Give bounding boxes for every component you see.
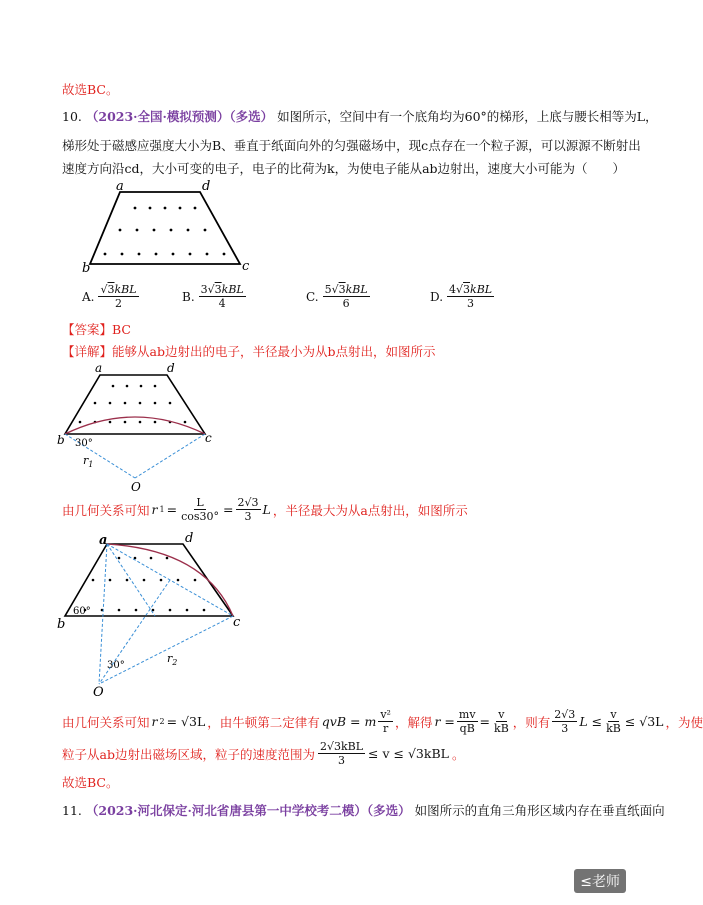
label-b: b <box>57 617 66 632</box>
trapezoid-shape <box>90 192 240 264</box>
option-d[interactable] <box>430 283 494 310</box>
answer-tag: 【答案】 <box>62 322 113 337</box>
label-c: c <box>205 431 212 445</box>
option-c-letter: C. <box>306 289 319 304</box>
label-a: a <box>99 533 108 548</box>
helper-line <box>107 544 155 616</box>
label-d: d <box>167 361 175 375</box>
frac-mv-qB: $\frac{mv}{qB}$ <box>458 708 476 735</box>
option-d-letter: D. <box>430 289 444 304</box>
question-text: 如图所示的直角三角形区域内存在垂直纸面向 <box>414 803 665 818</box>
option-c-value: $\frac{\text{5√3kBL}}{6}$ <box>324 283 368 310</box>
velocity-range-line: 粒子从ab边射出磁场区域，粒子的速度范围为 $\frac{\text{2√3kBL}}{3}$ ≤ v ≤ √3kBL 。 <box>62 740 465 767</box>
frac-range: $\frac{\text{2√3kBL}}{3}$ <box>319 740 364 767</box>
frac-ineq-left: $\frac{2√3}{3}$ <box>554 708 576 735</box>
label-b: b <box>82 261 91 276</box>
max-radius-figure <box>55 530 255 700</box>
detail-tag: 【详解】 <box>62 344 113 359</box>
question-type: （多选） <box>366 803 411 818</box>
radius-line-c <box>135 434 205 478</box>
previous-answer: 故选BC。 <box>62 82 119 97</box>
frac-2root3-3: $\frac{2√3}{3}$ <box>237 496 259 523</box>
label-a: a <box>116 179 124 194</box>
option-a-letter: A. <box>82 289 95 304</box>
label-d: d <box>185 531 194 546</box>
label-O: O <box>93 685 104 700</box>
option-b[interactable] <box>182 283 246 310</box>
radius-label: $r_2$ <box>167 652 178 667</box>
option-a[interactable] <box>82 283 139 310</box>
option-b-value: $\frac{\text{3√3kBL}}{4}$ <box>200 283 244 310</box>
answer-line <box>62 320 131 338</box>
radius-line-a <box>99 544 107 684</box>
trapezoid-figure <box>80 178 260 276</box>
option-b-letter: B. <box>182 289 195 304</box>
option-c[interactable] <box>306 283 370 310</box>
question-text-line3: 速度方向沿cd，大小可变的电子，电子的比荷为k，为使电子能从ab边射出，速度大小可能为（ ） <box>62 161 626 176</box>
option-a-value: $\frac{\text{√3kBL}}{2}$ <box>100 283 137 310</box>
frac-v-kB: $\frac{v}{kB}$ <box>494 708 509 735</box>
question-11-header <box>62 801 665 819</box>
label-a: a <box>95 361 103 375</box>
frac-ineq-mid: $\frac{v}{kB}$ <box>606 708 621 735</box>
frac-L-cos30: $\frac{L}{\cos 30^\circ}$ <box>181 496 220 523</box>
field-dots <box>104 207 226 256</box>
radius-line-c <box>99 616 233 684</box>
question-source: （2023·河北保定·河北省唐县第一中学校考二模） <box>85 803 367 818</box>
label-d: d <box>202 179 211 194</box>
radius-label: $r_1$ <box>83 454 94 469</box>
frac-v2-r: $\frac{\text{v²}}{r}$ <box>380 708 391 735</box>
angle-60-label: 60° <box>73 606 91 617</box>
question-text-line1: 如图所示，空间中有一个底角均为60°的梯形，上底与腰长相等为L， <box>277 109 658 124</box>
label-c: c <box>233 615 241 630</box>
detail-line1: 【详解】能够从ab边射出的电子，半径最小为从b点射出，如图所示 <box>62 344 436 359</box>
angle-label: 30° <box>75 438 93 449</box>
question-source: （2023·全国·模拟预测） <box>85 109 230 124</box>
question-number: 11. <box>62 803 82 818</box>
geometry-line1: 由几何关系可知 r 1 = $\frac{L}{\cos 30^\circ}$ = $\frac{2√3}{3}$ L ，半径最大为从a点射出，如图所示 <box>62 496 468 523</box>
question-10-header <box>62 107 658 125</box>
question-number: 10. <box>62 109 82 124</box>
label-c: c <box>242 259 250 274</box>
angle-30-label: 30° <box>107 660 125 671</box>
question-text-line2: 梯形处于磁感应强度大小为B、垂直于纸面向外的匀强磁场中，现c点存在一个粒子源，可以源源不断射出 <box>62 138 641 153</box>
final-answer: 故选BC。 <box>62 775 119 790</box>
min-radius-figure <box>55 360 225 500</box>
option-d-value: $\frac{\text{4√3kBL}}{3}$ <box>449 283 493 310</box>
watermark: ≤老师 <box>574 869 626 893</box>
geometry-line2: 由几何关系可知 r 2 = √3L ，由牛顿第二定律有 qvB = m $\frac{\text{v²}}{r}$ ，解得 r = $\frac{mv}{qB}$ = $\frac{v}{kB}$ ，则有 $\frac{2√3}{3}$ L ≤ $\frac{v}{kB}$ ≤ √3L ，为使 <box>62 708 703 735</box>
question-type: （多选） <box>229 109 274 124</box>
answer-value: BC <box>112 322 131 337</box>
electron-arc <box>65 417 205 434</box>
label-O: O <box>131 480 141 494</box>
label-b: b <box>57 433 65 447</box>
